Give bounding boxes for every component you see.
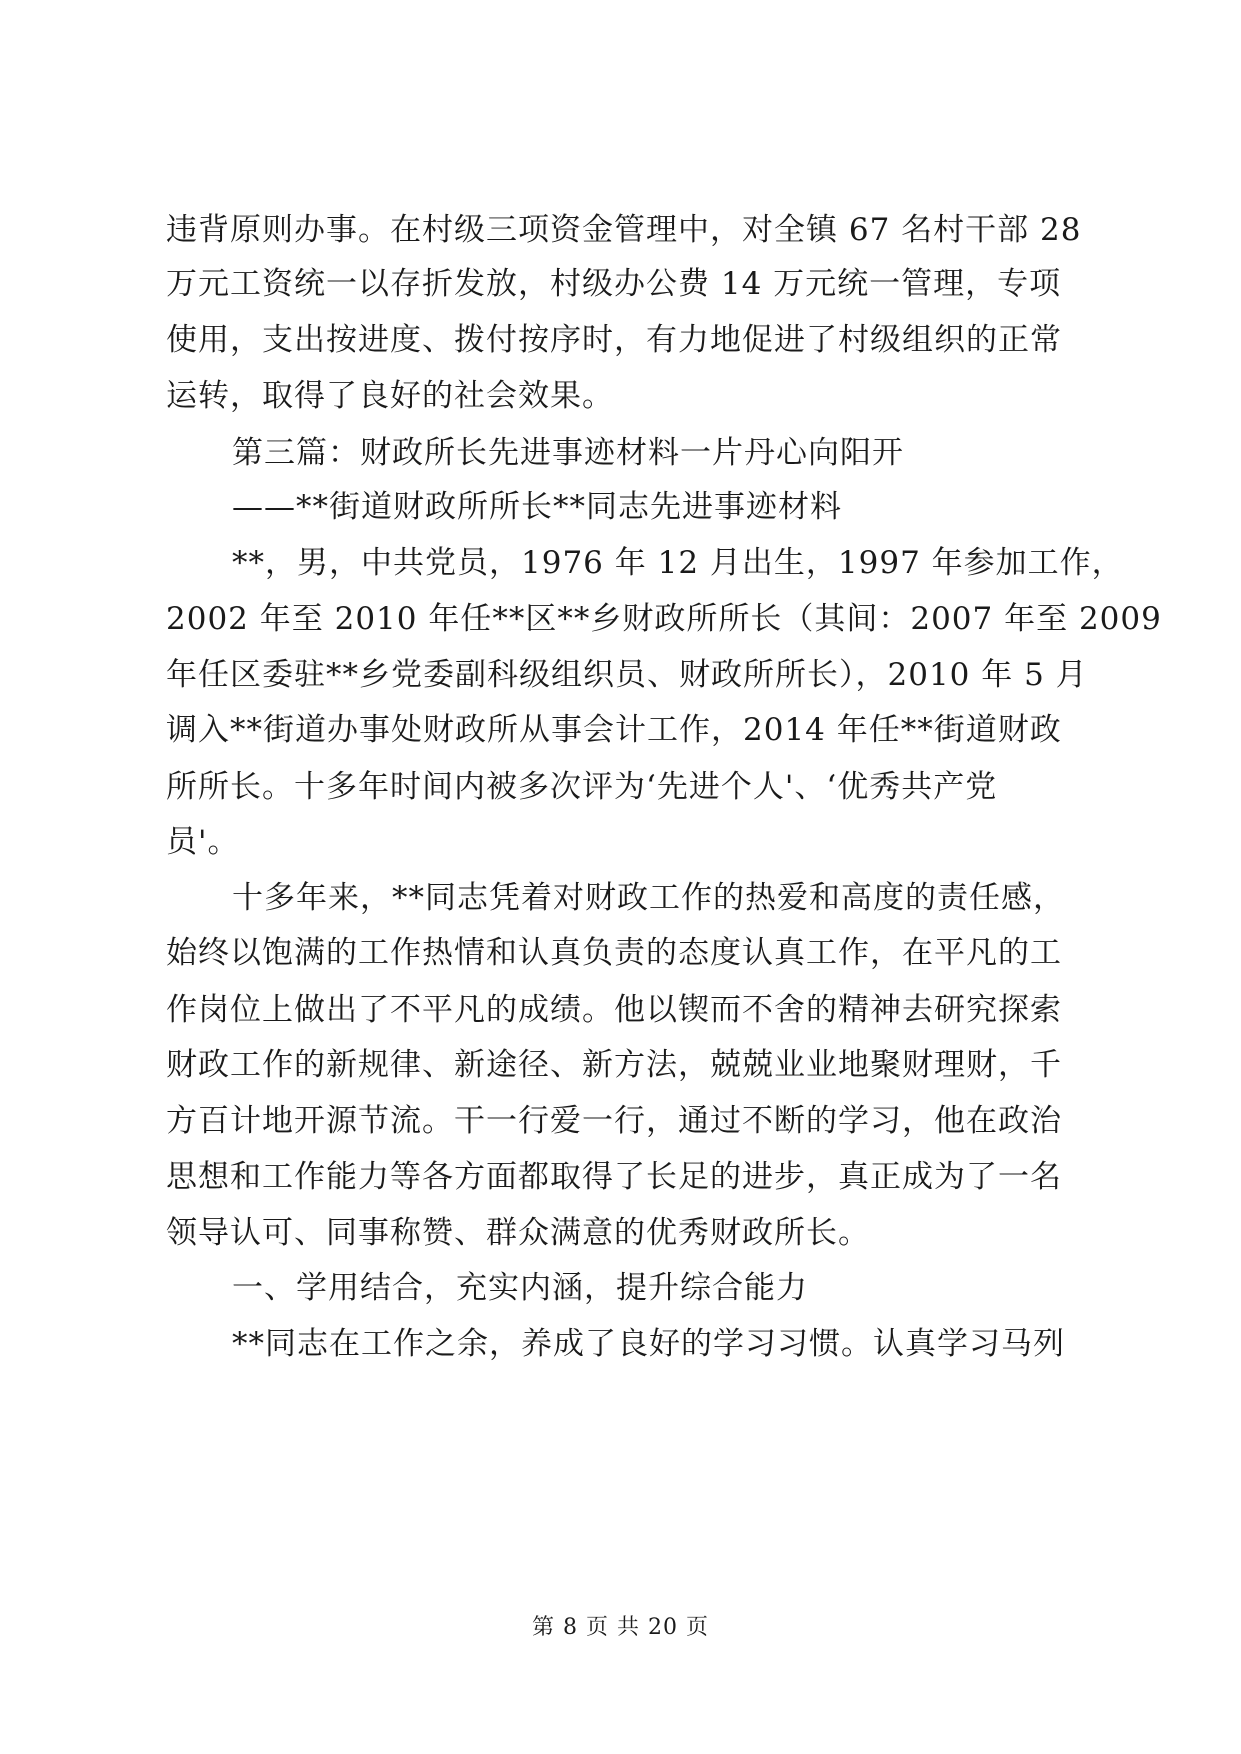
text-line: 方百计地开源节流。干一行爱一行，通过不断的学习，他在政治 bbox=[166, 1103, 1062, 1139]
text-line: 2002 年至 2010 年任**区**乡财政所所长（其间：2007 年至 2009 bbox=[166, 601, 1162, 637]
text-line: 年任区委驻**乡党委副科级组织员、财政所所长），2010 年 5 月 bbox=[166, 657, 1088, 693]
section-heading: 一、学用结合，充实内涵，提升综合能力 bbox=[232, 1270, 808, 1306]
text-line: 使用，支出按进度、拨付按序时，有力地促进了村级组织的正常 bbox=[166, 322, 1062, 358]
page-footer: 第 8 页 共 20 页 bbox=[532, 1615, 709, 1640]
text-line: 思想和工作能力等各方面都取得了长足的进步，真正成为了一名 bbox=[166, 1159, 1062, 1195]
section-heading: 第三篇：财政所长先进事迹材料一片丹心向阳开 bbox=[232, 435, 904, 471]
text-line: **同志在工作之余，养成了良好的学习习惯。认真学习马列 bbox=[232, 1326, 1065, 1362]
section-subheading: ——**街道财政所所长**同志先进事迹材料 bbox=[232, 489, 842, 525]
text-line: 作岗位上做出了不平凡的成绩。他以锲而不舍的精神去研究探索 bbox=[166, 992, 1062, 1028]
text-line: 财政工作的新规律、新途径、新方法，兢兢业业地聚财理财，千 bbox=[166, 1047, 1062, 1083]
text-line: 万元工资统一以存折发放，村级办公费 14 万元统一管理，专项 bbox=[166, 266, 1062, 302]
text-line: 员'。 bbox=[166, 824, 240, 860]
text-line: **，男，中共党员，1976 年 12 月出生，1997 年参加工作， bbox=[232, 545, 1124, 581]
text-line: 领导认可、同事称赞、群众满意的优秀财政所长。 bbox=[166, 1215, 870, 1251]
text-line: 始终以饱满的工作热情和认真负责的态度认真工作，在平凡的工 bbox=[166, 935, 1062, 971]
text-line: 运转，取得了良好的社会效果。 bbox=[166, 378, 614, 414]
text-line: 所所长。十多年时间内被多次评为‘先进个人'、‘优秀共产党 bbox=[166, 769, 998, 805]
text-line: 违背原则办事。在村级三项资金管理中，对全镇 67 名村干部 28 bbox=[166, 212, 1082, 248]
text-line: 调入**街道办事处财政所从事会计工作，2014 年任**街道财政 bbox=[166, 712, 1062, 748]
text-line: 十多年来，**同志凭着对财政工作的热爱和高度的责任感， bbox=[232, 880, 1065, 916]
